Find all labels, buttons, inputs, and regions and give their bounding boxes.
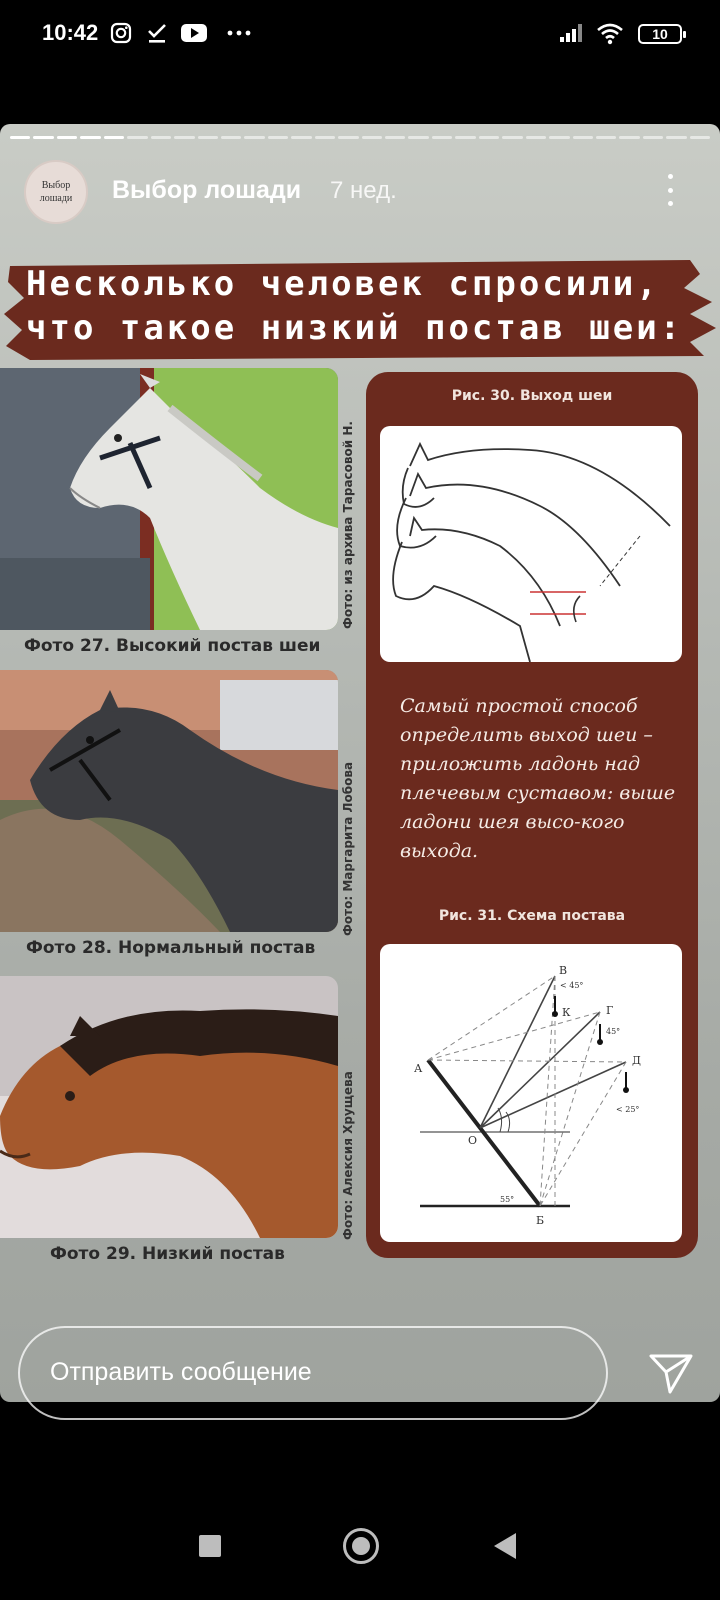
title-banner bbox=[0, 258, 720, 362]
progress-segment bbox=[408, 136, 428, 139]
photo-29-caption: Фото 29. Низкий постав bbox=[50, 1244, 285, 1264]
recent-apps-button[interactable] bbox=[199, 1535, 221, 1557]
progress-segment bbox=[526, 136, 546, 139]
label-k: К bbox=[562, 1006, 571, 1019]
label-a: А bbox=[414, 1062, 423, 1075]
progress-segment bbox=[57, 136, 77, 139]
label-angle-3: < 25° bbox=[616, 1105, 640, 1114]
story-progress bbox=[10, 136, 710, 139]
label-o: О bbox=[468, 1134, 478, 1147]
progress-segment bbox=[502, 136, 522, 139]
progress-segment bbox=[385, 136, 405, 139]
progress-segment bbox=[690, 136, 710, 139]
progress-segment bbox=[573, 136, 593, 139]
title-line-1: Несколько человек спросили, bbox=[26, 264, 660, 304]
progress-segment bbox=[338, 136, 358, 139]
progress-segment bbox=[315, 136, 335, 139]
battery-level: 10 bbox=[652, 26, 668, 42]
photo-low-neck bbox=[0, 976, 338, 1238]
progress-segment bbox=[80, 136, 100, 139]
progress-segment bbox=[151, 136, 171, 139]
progress-segment bbox=[549, 136, 569, 139]
navigation-bar bbox=[0, 1500, 720, 1600]
progress-segment bbox=[432, 136, 452, 139]
figure-30-caption: Рис. 30. Выход шеи bbox=[451, 388, 613, 404]
story-card[interactable] bbox=[0, 124, 720, 1402]
progress-segment bbox=[127, 136, 147, 139]
info-panel bbox=[366, 372, 698, 1258]
photo-normal-neck bbox=[0, 670, 338, 932]
progress-segment bbox=[455, 136, 475, 139]
progress-segment bbox=[643, 136, 663, 139]
progress-segment bbox=[268, 136, 288, 139]
label-g: Г bbox=[606, 1004, 614, 1017]
send-icon[interactable] bbox=[648, 1352, 694, 1396]
progress-segment bbox=[221, 136, 241, 139]
panel-description: Самый простой способ определить выход шеи – приложить ладонь над плечевым суставом: выше ладони шея высо-кого выхода. bbox=[400, 695, 676, 862]
photo-high-neck bbox=[0, 368, 338, 630]
figure-30-neck-outline bbox=[380, 426, 682, 662]
youtube-icon bbox=[180, 22, 208, 44]
photo-29-credit: Фото: Алексия Хрущева bbox=[341, 1071, 355, 1240]
status-bar bbox=[0, 0, 720, 70]
progress-segment bbox=[619, 136, 639, 139]
avatar-text: Выбор лошади bbox=[39, 180, 73, 204]
progress-segment bbox=[174, 136, 194, 139]
wifi-icon bbox=[596, 22, 624, 46]
photo-28-caption: Фото 28. Нормальный постав bbox=[26, 938, 316, 958]
status-time: 10:42 bbox=[42, 20, 99, 45]
label-angle-2: 45° bbox=[606, 1027, 621, 1036]
photo-27-credit: Фото: из архива Тарасовой Н. bbox=[341, 421, 355, 629]
progress-segment bbox=[362, 136, 382, 139]
label-d: Д bbox=[632, 1054, 641, 1067]
account-name[interactable]: Выбор лошади bbox=[112, 176, 302, 204]
progress-segment bbox=[104, 136, 124, 139]
more-notifications-icon bbox=[226, 22, 252, 44]
back-button[interactable] bbox=[494, 1533, 516, 1559]
title-line-2: что такое низкий постав шеи: bbox=[26, 308, 684, 348]
progress-segment bbox=[666, 136, 686, 139]
photo-28-credit: Фото: Маргарита Лобова bbox=[341, 761, 355, 936]
photo-27-caption: Фото 27. Высокий постав шеи bbox=[24, 636, 321, 656]
signal-icon bbox=[558, 22, 586, 44]
home-button[interactable] bbox=[343, 1528, 379, 1564]
post-age: 7 нед. bbox=[330, 177, 397, 204]
progress-segment bbox=[291, 136, 311, 139]
progress-segment bbox=[198, 136, 218, 139]
label-b2: Б bbox=[536, 1214, 545, 1227]
checkmark-download-icon bbox=[146, 22, 168, 44]
story-header bbox=[0, 160, 720, 230]
message-input[interactable] bbox=[18, 1326, 608, 1420]
instagram-icon bbox=[110, 22, 132, 44]
battery-icon bbox=[638, 24, 682, 44]
progress-segment bbox=[596, 136, 616, 139]
figure-31-neck-scheme bbox=[380, 944, 682, 1242]
progress-segment bbox=[10, 136, 30, 139]
progress-segment bbox=[244, 136, 264, 139]
label-angle-4: 55° bbox=[500, 1195, 515, 1204]
more-options-icon[interactable] bbox=[660, 170, 680, 210]
progress-segment bbox=[479, 136, 499, 139]
progress-segment bbox=[33, 136, 53, 139]
figure-31-caption: Рис. 31. Схема постава bbox=[438, 908, 626, 924]
label-b: В bbox=[559, 964, 568, 977]
label-angle-1: < 45° bbox=[560, 981, 584, 990]
message-placeholder: Отправить сообщение bbox=[50, 1358, 312, 1386]
avatar[interactable] bbox=[24, 160, 88, 224]
